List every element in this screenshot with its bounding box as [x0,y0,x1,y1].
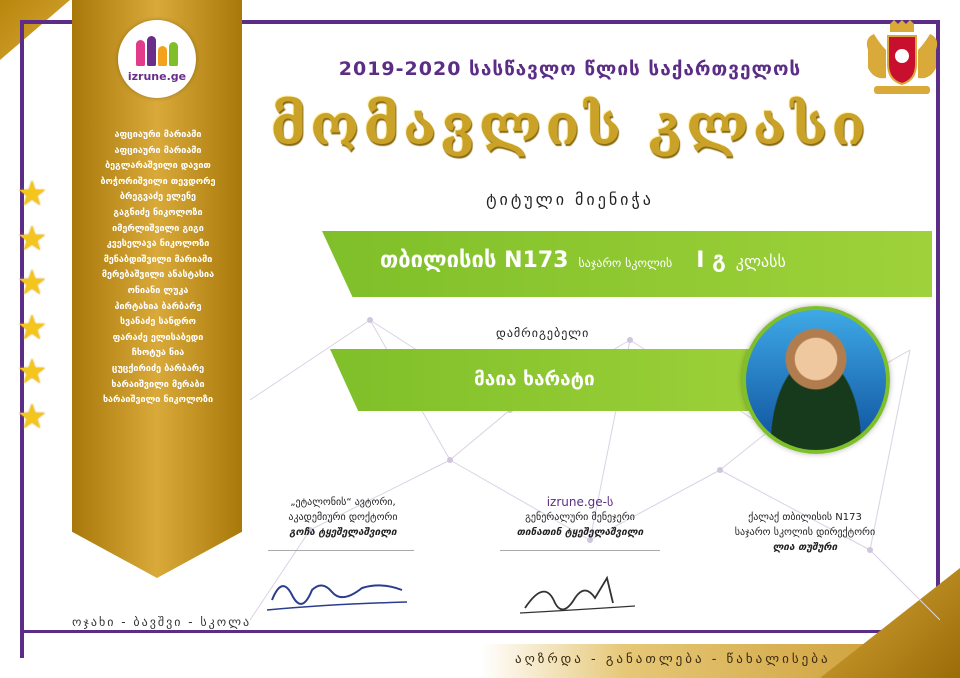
signature-line [500,550,660,551]
star-icon: ★ [16,218,48,259]
year-title: 2019-2020 სასწავლო წლის საქართველოს [338,58,802,80]
school-city: თბილისის N173 [380,248,569,273]
teacher-photo [742,306,890,454]
award-subtitle: ტიტული მიენიჭა [486,190,654,209]
signature-title: ქალაქ თბილისის N173 [748,512,862,523]
student-name: მერებაშვილი ანასტასია [101,270,215,281]
student-name: გაგნიძე ნიკოლოზი [113,207,203,218]
signature-title: „ეტალონის“ ავტორი, [290,497,396,508]
signature-title: საჯარო სკოლის დირექტორი [734,527,876,538]
star-icon: ★ [16,174,48,214]
student-name: ონიანი ლუკა [127,285,189,296]
signature-name: გოჩა ტყეშელაშვილი [289,527,397,538]
student-name: ბეგლარაშვილი დავით [105,161,211,172]
signature-line [268,550,414,551]
stars-column [14,172,50,439]
student-name: ცუცქირიძე ბარბარე [111,363,205,374]
signature-name: თინათინ ტყეშელაშვილი [516,527,644,538]
gold-corner-decoration [0,0,70,60]
signature-block-manager [490,495,670,540]
signature-title: გენერალური მენეჯერი [525,512,635,523]
student-name: ბრეგვაძე ელენე [119,192,197,203]
signature-scribble [262,570,412,615]
student-names-list [80,128,236,409]
student-name: პირტახია ბარბარე [114,301,202,312]
student-name: მენაბდიშვილი მარიამი [103,254,213,265]
student-name: აფციაური მარიამი [114,130,202,140]
student-name: კვესელავა ნიკოლოზი [106,239,210,250]
star-icon: ★ [16,352,48,392]
signature-scribble [515,568,645,623]
student-name: სვანაძე სანდრო [120,317,196,328]
star-icon: ★ [16,396,48,437]
student-name: ფარაძე ელისაბედი [112,332,204,343]
student-name: აფციაური მარიამი [114,145,202,156]
signature-title: izrune.ge-ს [546,495,614,509]
student-name: ხარაიშვილი ნიკოლოზი [102,395,214,406]
logo-text: izrune.ge [127,69,187,83]
school-type: საჯარო სკოლის [578,256,673,270]
recipient-label: დამრიგებელი [496,326,590,340]
izrune-logo [118,20,196,98]
signature-name: ლია თუშური [772,542,838,553]
signature-title: აკადემიური დოქტორი [288,512,398,523]
recipient-name: მაია ხარატი [474,368,595,390]
class-word: კლასს [735,252,786,271]
student-name: იმერლიშვილი გიგი [112,223,204,234]
class-name: I გ [696,248,726,273]
main-title: მომავლის კლასი [270,92,870,158]
family-figures-icon [136,36,178,66]
signature-block-author [258,495,428,540]
georgia-coat-of-arms-icon [860,20,944,102]
motto-family: ოჯახი - ბავშვი - სკოლა [72,615,252,629]
star-icon: ★ [16,307,48,348]
signature-block-director [705,510,905,555]
student-name: ბოჭორიშვილი თევდორე [100,176,216,187]
school-line [380,248,910,273]
student-name: ჩხოტუა ნია [131,348,185,359]
student-name: ხარაიშვილი მერაბი [111,379,205,390]
motto-education: აღზრდა - განათლება - წახალისება [515,652,831,667]
star-icon: ★ [16,263,48,303]
